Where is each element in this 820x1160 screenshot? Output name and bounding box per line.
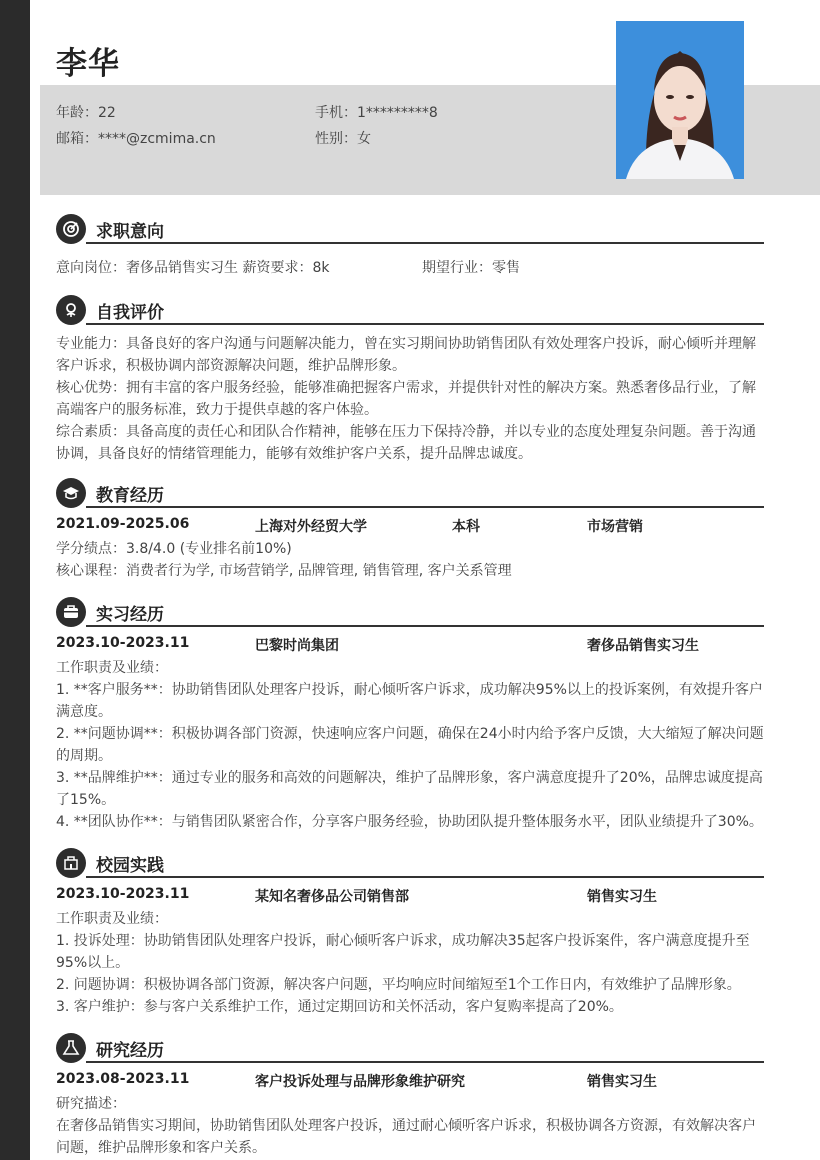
expected-industry: 期望行业：零售: [422, 260, 520, 276]
email: 邮箱：****@zcmima.cn: [56, 131, 216, 147]
research-topic: 客户投诉处理与品牌形象维护研究: [255, 1074, 465, 1090]
section-title: 自我评价: [96, 303, 164, 323]
campus-role: 销售实习生: [587, 889, 657, 905]
divider: [86, 506, 764, 508]
profile-photo: [616, 21, 744, 179]
flask-icon: [56, 1033, 86, 1063]
self-eval-qualities: 综合素质：具备高度的责任心和团队合作精神，能够在压力下保持冷静，并以专业的态度处理复杂问题。善于沟通协调，具备良好的情绪管理能力，能够有效维护客户关系，提升品牌忠诚度。: [56, 424, 756, 462]
campus-duty-2: 2. 问题协调：积极协调各部门资源，解决客户问题，平均响应时间缩短至1个工作日内，有效维护了品牌形象。: [56, 977, 741, 993]
self-eval-professional: 专业能力：具备良好的客户沟通与问题解决能力，曾在实习期间协助销售团队有效处理客户投诉，耐心倾听并理解客户诉求，积极协调内部资源解决问题，维护品牌形象。: [56, 336, 756, 374]
intern-period: 2023.10-2023.11: [56, 635, 190, 651]
campus-label: 工作职责及业绩：: [56, 911, 168, 927]
divider: [86, 625, 764, 627]
age: 年龄：22: [56, 105, 116, 121]
edu-courses: 核心课程：消费者行为学, 市场营销学, 品牌管理, 销售管理, 客户关系管理: [56, 563, 512, 579]
intern-duty-1: 1. **客户服务**：协助销售团队处理客户投诉，耐心倾听客户诉求，成功解决95%以上的投诉案例，有效提升客户满意度。: [56, 682, 763, 720]
section-title: 实习经历: [96, 605, 164, 625]
divider: [86, 242, 764, 244]
briefcase-icon: [56, 597, 86, 627]
campus-duty-3: 3. 客户维护：参与客户关系维护工作，通过定期回访和关怀活动，客户复购率提高了20%。: [56, 999, 623, 1015]
research-description: 在奢侈品销售实习期间，协助销售团队处理客户投诉，通过耐心倾听客户诉求，积极协调各方资源，有效解决客户问题，维护品牌形象和客户关系。: [56, 1118, 756, 1156]
gender: 性别：女: [315, 131, 371, 147]
section-title: 校园实践: [96, 856, 164, 876]
intern-role: 奢侈品销售实习生: [587, 638, 699, 654]
campus-duty-1: 1. 投诉处理：协助销售团队处理客户投诉，耐心倾听客户诉求，成功解决35起客户投诉案件，客户满意度提升至95%以上。: [56, 933, 750, 971]
intern-duty-4: 4. **团队协作**：与销售团队紧密合作，分享客户服务经验，协助团队提升整体服务水平，团队业绩提升了30%。: [56, 814, 763, 830]
target-icon: [56, 214, 86, 244]
campus-org: 某知名奢侈品公司销售部: [255, 889, 409, 905]
intern-duty-2: 2. **问题协调**：积极协调各部门资源，快速响应客户问题，确保在24小时内给予客户反馈，大大缩短了解决问题的周期。: [56, 726, 764, 764]
phone: 手机：1*********8: [315, 105, 438, 121]
research-period: 2023.08-2023.11: [56, 1071, 190, 1087]
intended-position: 意向岗位：奢侈品销售实习生 薪资要求：8k: [56, 260, 330, 276]
divider: [86, 323, 764, 325]
award-icon: [56, 295, 86, 325]
section-self-evaluation: [56, 295, 764, 465]
candidate-name: 李华: [56, 46, 120, 82]
divider: [86, 876, 764, 878]
campus-period: 2023.10-2023.11: [56, 886, 190, 902]
section-research: [56, 1033, 764, 1159]
intern-company: 巴黎时尚集团: [255, 638, 339, 654]
graduation-cap-icon: [56, 478, 86, 508]
section-title: 求职意向: [96, 222, 164, 242]
section-campus-practice: [56, 848, 764, 1018]
research-label: 研究描述：: [56, 1096, 126, 1112]
edu-school: 上海对外经贸大学: [255, 519, 367, 535]
intern-duty-3: 3. **品牌维护**：通过专业的服务和高效的问题解决，维护了品牌形象，客户满意度提升了20%，品牌忠诚度提高了15%。: [56, 770, 763, 808]
section-education: [56, 478, 764, 582]
section-title: 教育经历: [96, 486, 164, 506]
edu-gpa: 学分绩点：3.8/4.0 (专业排名前10%): [56, 541, 292, 557]
left-dark-bar: [0, 0, 30, 1160]
research-role: 销售实习生: [587, 1074, 657, 1090]
section-job-intent: [56, 214, 764, 281]
self-eval-strengths: 核心优势：拥有丰富的客户服务经验，能够准确把握客户需求，并提供针对性的解决方案。熟悉奢侈品行业，了解高端客户的服务标准，致力于提供卓越的客户体验。: [56, 380, 756, 418]
intern-label: 工作职责及业绩：: [56, 660, 168, 676]
building-icon: [56, 848, 86, 878]
edu-period: 2021.09-2025.06: [56, 516, 190, 532]
edu-degree: 本科: [452, 519, 480, 535]
section-internship: [56, 597, 764, 833]
edu-major: 市场营销: [587, 519, 643, 535]
section-title: 研究经历: [96, 1041, 164, 1061]
divider: [86, 1061, 764, 1063]
